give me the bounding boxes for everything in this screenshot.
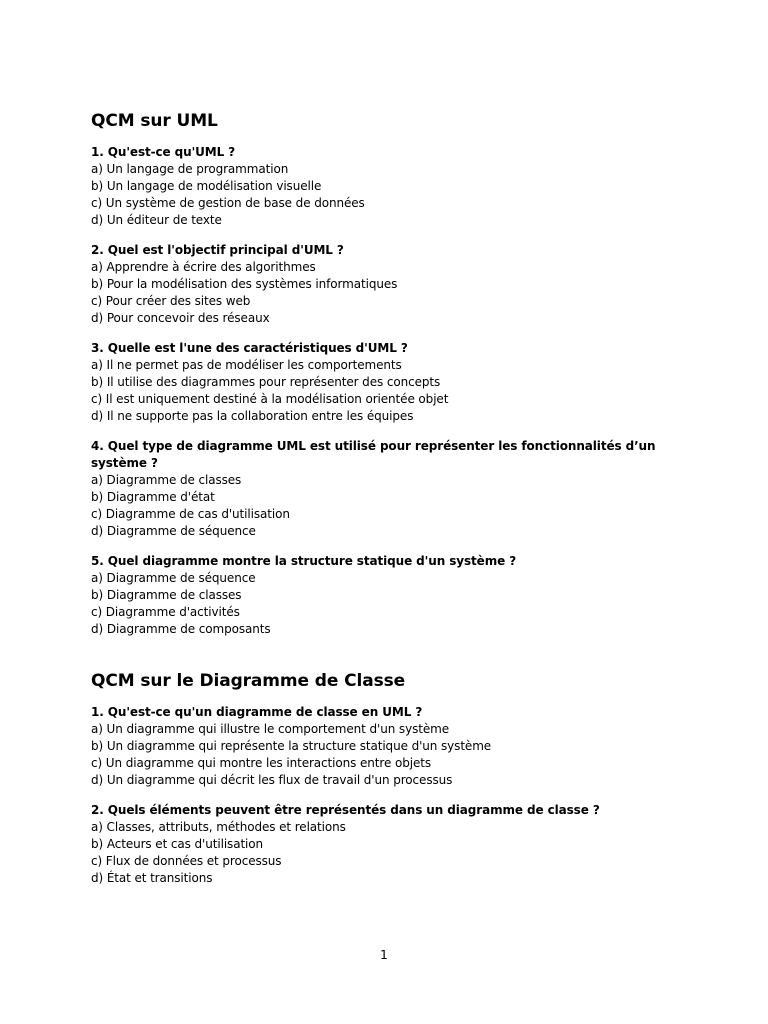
section-qcm-uml — [91, 108, 691, 651]
answer-option: c) Un diagramme qui montre les interactions entre objets — [91, 756, 432, 770]
answer-option: c) Pour créer des sites web — [91, 294, 251, 308]
answer-option: d) Un diagramme qui décrit les flux de travail d'un processus — [91, 773, 453, 787]
answer-option: b) Un langage de modélisation visuelle — [91, 179, 322, 193]
question-block — [91, 704, 691, 789]
answer-option: d) Diagramme de composants — [91, 622, 271, 636]
question-text: 3. Quelle est l'une des caractéristiques d'UML ? — [91, 341, 408, 355]
question-block — [91, 340, 691, 425]
answer-option: d) Pour concevoir des réseaux — [91, 311, 270, 325]
question-block — [91, 242, 691, 327]
answer-option: d) État et transitions — [91, 871, 213, 885]
question-block — [91, 144, 691, 229]
question-block — [91, 802, 691, 887]
question-text: 1. Qu'est-ce qu'UML ? — [91, 145, 236, 159]
answer-option: a) Il ne permet pas de modéliser les comportements — [91, 358, 402, 372]
answer-option: d) Un éditeur de texte — [91, 213, 222, 227]
question-text: 2. Quels éléments peuvent être représentés dans un diagramme de classe ? — [91, 803, 600, 817]
answer-option: a) Un langage de programmation — [91, 162, 289, 176]
answer-option: c) Diagramme de cas d'utilisation — [91, 507, 290, 521]
section-qcm-diagramme-classe — [91, 668, 691, 900]
section-title: QCM sur le Diagramme de Classe — [91, 671, 406, 691]
answer-option: c) Diagramme d'activités — [91, 605, 240, 619]
answer-option: c) Un système de gestion de base de données — [91, 196, 365, 210]
answer-option: b) Pour la modélisation des systèmes informatiques — [91, 277, 398, 291]
question-text: 1. Qu'est-ce qu'un diagramme de classe en UML ? — [91, 705, 423, 719]
page-number: 1 — [380, 948, 388, 962]
answer-option: b) Acteurs et cas d'utilisation — [91, 837, 264, 851]
answer-option: a) Classes, attributs, méthodes et relations — [91, 820, 346, 834]
section-title: QCM sur UML — [91, 111, 218, 131]
answer-option: a) Un diagramme qui illustre le comportement d'un système — [91, 722, 449, 736]
answer-option: d) Diagramme de séquence — [91, 524, 256, 538]
question-text: 4. Quel type de diagramme UML est utilisé pour représenter les fonctionnalités d’un système ? — [91, 439, 656, 470]
answer-option: b) Il utilise des diagrammes pour représenter des concepts — [91, 375, 441, 389]
answer-option: c) Il est uniquement destiné à la modélisation orientée objet — [91, 392, 449, 406]
answer-option: b) Diagramme d'état — [91, 490, 215, 504]
question-text: 2. Quel est l'objectif principal d'UML ? — [91, 243, 344, 257]
answer-option: a) Diagramme de classes — [91, 473, 242, 487]
question-text: 5. Quel diagramme montre la structure statique d'un système ? — [91, 554, 517, 568]
answer-option: b) Diagramme de classes — [91, 588, 242, 602]
answer-option: c) Flux de données et processus — [91, 854, 282, 868]
question-block — [91, 553, 691, 638]
answer-option: a) Apprendre à écrire des algorithmes — [91, 260, 316, 274]
answer-option: b) Un diagramme qui représente la structure statique d'un système — [91, 739, 492, 753]
answer-option: d) Il ne supporte pas la collaboration entre les équipes — [91, 409, 414, 423]
answer-option: a) Diagramme de séquence — [91, 571, 256, 585]
question-block — [91, 438, 691, 540]
